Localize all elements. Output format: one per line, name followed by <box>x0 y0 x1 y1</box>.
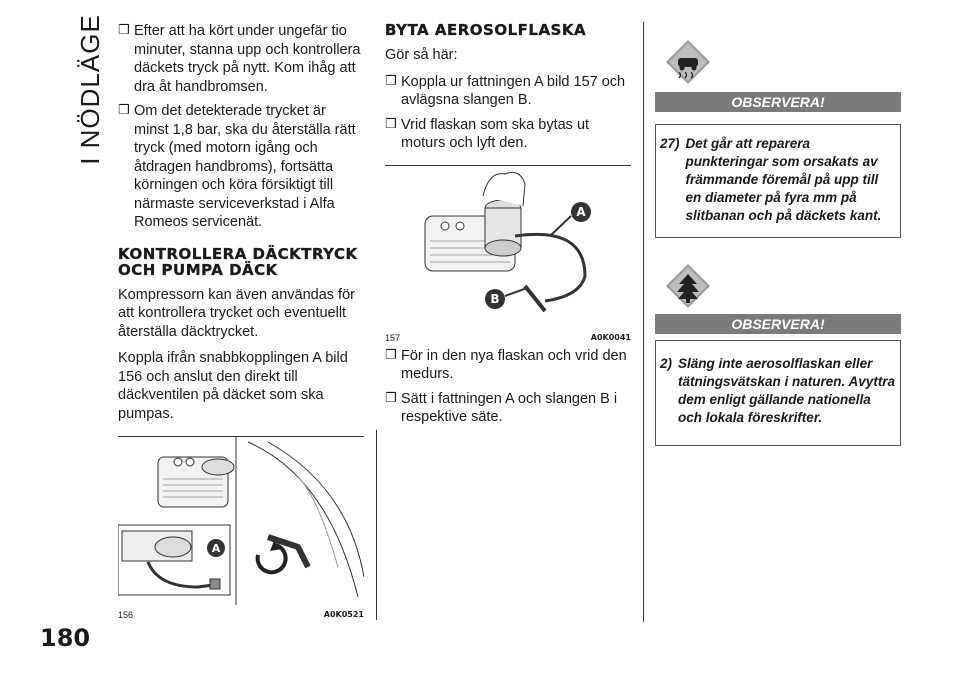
checkbox-bullet-icon: ❒ <box>118 103 130 118</box>
column-divider <box>376 430 377 620</box>
figure-code: A0K0521 <box>323 610 364 619</box>
bullet-text: Sätt i fattningen A och slangen B i respektive säte. <box>401 390 618 425</box>
figure-156 <box>118 436 364 623</box>
figure-number: 156 <box>118 610 134 620</box>
note-header: OBSERVERA! <box>655 314 901 334</box>
skid-car-warning-icon <box>664 38 712 86</box>
note-text: Släng inte aerosolflaskan eller tätningsvätskan i naturen. Avyttra dem enligt gällande nationella och lokala föreskrifter. <box>678 356 896 425</box>
paragraph: Kompressorn kan även användas för att kontrollera trycket och eventuellt återställa däcktrycket. <box>118 286 355 340</box>
aerosol-bottle-illustration <box>385 166 631 328</box>
page-number: 180 <box>40 624 91 652</box>
list-item <box>385 347 631 384</box>
label-b: B <box>490 292 500 306</box>
note-text: Det går att reparera punkteringar som orsakats av främmande föremål på upp till en diameter på fyra mm på slitbanan och på däckets kant. <box>685 136 882 223</box>
note-box <box>655 124 901 238</box>
note-item <box>656 135 900 225</box>
tree-environment-icon <box>664 262 712 310</box>
checkbox-bullet-icon: ❒ <box>385 390 397 406</box>
note-item <box>656 355 900 427</box>
figure-number: 157 <box>385 333 401 343</box>
paragraph: Koppla ifrån snabbkopplingen A bild 156 och anslut den direkt till däckventilen på däcket som ska pumpas. <box>118 350 348 422</box>
label-a: A <box>576 205 586 219</box>
list-item <box>385 116 631 153</box>
list-item <box>118 102 364 232</box>
figure-code: A0K0041 <box>590 333 631 342</box>
note-header: OBSERVERA! <box>655 92 901 112</box>
checkbox-bullet-icon: ❒ <box>118 23 130 38</box>
figure-caption <box>118 607 364 623</box>
figure-157 <box>385 165 631 346</box>
label-a: A <box>211 542 221 555</box>
checkbox-bullet-icon: ❒ <box>385 73 397 89</box>
compressor-illustration <box>118 437 364 605</box>
figure-caption <box>385 330 631 346</box>
column-1 <box>118 22 364 431</box>
bullet-text: Efter att ha kört under ungefär tio minuter, stanna upp och kontrollera däckets tryck på nytt. Kom ihåg att dra åt handbromsen. <box>134 23 361 95</box>
list-item <box>118 22 364 96</box>
paragraph: Gör så här: <box>385 47 458 63</box>
bullet-text: Om det detekterade trycket är minst 1,8 bar, ska du återställa rätt tryck (med motorn igång och åtdragen handbroms), fortsätta körningen och köra försiktigt till närmaste serviceverkstad i Alfa Romeos servicenät. <box>134 103 356 230</box>
checkbox-bullet-icon: ❒ <box>385 347 397 363</box>
bullet-text: Vrid flaskan som ska bytas ut moturs och lyft den. <box>401 116 590 151</box>
bullet-text: Koppla ur fattningen A bild 157 och avlägsna slangen B. <box>401 73 626 108</box>
note-number: 2) <box>660 356 673 371</box>
section-sidebar-title <box>70 14 110 164</box>
sidebar-title-text: I NÖDLÄGE <box>74 13 105 165</box>
note-number: 27) <box>660 136 680 151</box>
list-item <box>385 73 631 110</box>
section-heading: BYTA AEROSOLFLASKA <box>385 21 587 39</box>
checkbox-bullet-icon: ❒ <box>385 116 397 132</box>
bullet-text: För in den nya flaskan och vrid den medurs. <box>401 347 627 382</box>
section-heading: KONTROLLERA DÄCKTRYCK OCH PUMPA DÄCK <box>118 244 358 279</box>
list-item <box>385 390 631 427</box>
column-divider <box>643 22 644 622</box>
note-box <box>655 340 901 446</box>
